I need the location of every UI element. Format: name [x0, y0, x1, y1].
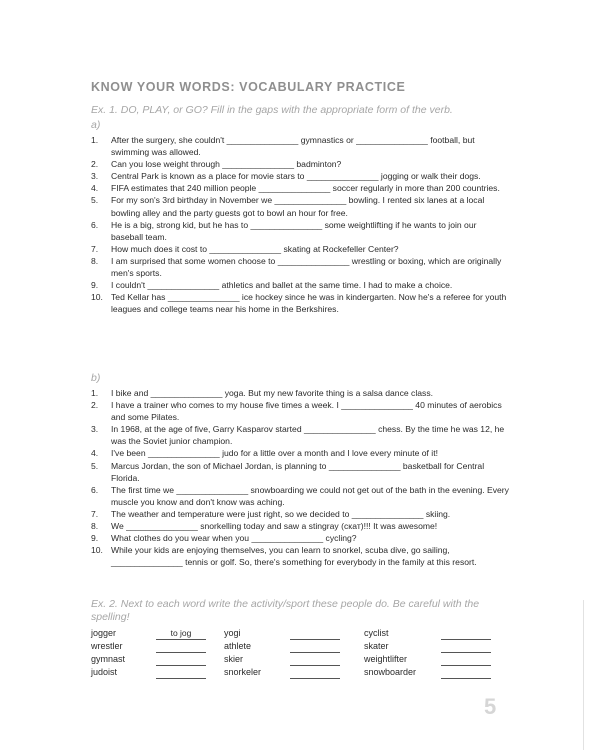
person-word: snorkeler: [224, 667, 262, 677]
person-word: skater: [364, 641, 389, 651]
exercise-item: [91, 219, 509, 243]
exercise-item: [91, 158, 509, 170]
item-number: 3.: [91, 171, 99, 182]
item-number: 8.: [91, 255, 99, 266]
item-number: 9.: [91, 533, 99, 544]
item-text: Marcus Jordan, the son of Michael Jordan, is planning to _______________ basketball for Central Florida.: [111, 460, 485, 483]
word-grid: [91, 628, 511, 680]
page-number: 5: [484, 694, 497, 719]
exercise-item: [91, 194, 509, 218]
answer-blank[interactable]: [156, 654, 206, 666]
exercise-item: [91, 423, 509, 447]
exercise-1b-list: [91, 387, 509, 568]
item-text: I am surprised that some women choose to _______________ wrestling or boxing, which are originally men's sports.: [111, 255, 502, 279]
answer-blank[interactable]: [441, 641, 491, 653]
item-number: 7.: [91, 508, 99, 519]
item-text: I have a trainer who comes to my house five times a week. I _______________ 40 minutes of aerobics and some Pilates.: [111, 400, 502, 423]
exercise-item: [91, 170, 509, 182]
item-number: 10.: [91, 545, 103, 556]
item-number: 3.: [91, 424, 99, 435]
item-text: He is a big, strong kid, but he has to _______________ some weightlifting if he wants to join our baseball team.: [111, 219, 477, 242]
exercise-item: [91, 243, 509, 255]
item-number: 6.: [91, 219, 99, 230]
item-text: We _______________ snorkelling today and saw a stingray (скат)!!! It was awesome!: [111, 521, 438, 532]
person-word: athlete: [224, 641, 252, 651]
answer-blank[interactable]: [290, 667, 340, 679]
exercise-item: [91, 182, 509, 194]
item-number: 10.: [91, 292, 103, 303]
person-word: skier: [224, 654, 244, 664]
exercise-item: [91, 520, 509, 532]
part-b-label: b): [91, 372, 101, 384]
item-text: I couldn't _______________ athletics and ballet at the same time. I had to make a choice.: [111, 280, 453, 291]
person-word: judoist: [91, 667, 118, 677]
part-a-label: a): [91, 119, 101, 131]
answer-blank[interactable]: [441, 654, 491, 666]
person-word: weightlifter: [364, 654, 408, 664]
item-number: 2.: [91, 400, 99, 411]
answer-blank[interactable]: [156, 628, 206, 640]
word-row: [91, 641, 511, 654]
answer-blank[interactable]: [156, 641, 206, 653]
answer-blank[interactable]: [290, 641, 340, 653]
item-number: 8.: [91, 521, 99, 532]
answer-blank[interactable]: [441, 667, 491, 679]
exercise-item: [91, 255, 509, 279]
item-number: 1.: [91, 135, 99, 145]
exercise-item: [91, 399, 509, 423]
exercise-item: [91, 532, 509, 544]
person-word: snowboarder: [364, 667, 417, 677]
item-text: For my son's 3rd birthday in November we _______________ bowling. I rented six lanes at a local bowling alley and the party guests got to bowl an hour for free.: [111, 195, 485, 218]
exercise-1-heading: Ex. 1. DO, PLAY, or GO? Fill in the gaps with the appropriate form of the verb.: [91, 104, 453, 116]
answer-blank[interactable]: [441, 628, 491, 640]
person-word: cyclist: [364, 628, 389, 638]
item-text: In 1968, at the age of five, Garry Kasparov started _______________ chess. By the time he was 12, he was the Soviet junior champion.: [111, 424, 505, 447]
item-number: 2.: [91, 159, 99, 170]
item-text: After the surgery, she couldn't _______________ gymnastics or _______________ football, but swimming was allowed.: [111, 135, 475, 158]
exercise-item: [91, 279, 509, 291]
exercise-item: [91, 387, 509, 399]
item-number: 5.: [91, 195, 99, 206]
exercise-item: [91, 484, 509, 508]
item-text: The first time we _______________ snowboarding we could not get out of the bath in the evening. Every muscle you know and don't know was aching.: [111, 484, 509, 507]
person-word: gymnast: [91, 654, 126, 664]
item-number: 9.: [91, 280, 99, 291]
exercise-2-heading: Ex. 2. Next to each word write the activity/sport these people do. Be careful with the spelling!: [91, 598, 480, 623]
person-word: yogi: [224, 628, 241, 638]
word-row: [91, 667, 511, 680]
person-word: jogger: [91, 628, 117, 638]
answer-blank[interactable]: [290, 654, 340, 666]
answer-blank[interactable]: [156, 667, 206, 679]
item-text: Central Park is known as a place for movie stars to _______________ jogging or walk their dogs.: [111, 171, 481, 182]
item-text: While your kids are enjoying themselves, you can learn to snorkel, scuba dive, go sailing, _______________ tennis or golf. So, there's something for everybody in the family at this resort.: [111, 545, 477, 568]
margin-divider: [583, 600, 584, 750]
item-text: How much does it cost to _______________ skating at Rockefeller Center?: [111, 243, 399, 254]
item-text: What clothes do you wear when you _______________ cycling?: [111, 533, 357, 544]
exercise-item: [91, 460, 509, 484]
item-number: 4.: [91, 183, 99, 194]
answer-text: to jog: [170, 628, 192, 638]
item-number: 6.: [91, 484, 99, 495]
word-row: [91, 654, 511, 667]
exercise-1a-list: [91, 134, 509, 315]
exercise-item: [91, 134, 509, 158]
person-word: wrestler: [91, 641, 123, 651]
item-number: 7.: [91, 243, 99, 254]
item-text: Can you lose weight through _______________ badminton?: [111, 159, 342, 170]
item-text: I've been _______________ judo for a little over a month and I love every minute of it!: [111, 448, 438, 459]
item-text: Ted Kellar has _______________ ice hockey since he was in kindergarten. Now he's a referee for youth leagues and college teams near his home in the Berkshires.: [111, 292, 507, 315]
item-text: The weather and temperature were just right, so we decided to _______________ skiing.: [111, 508, 451, 519]
exercise-item: [91, 508, 509, 520]
answer-blank[interactable]: [290, 628, 340, 640]
page-title: KNOW YOUR WORDS: VOCABULARY PRACTICE: [91, 80, 406, 94]
item-number: 1.: [91, 388, 99, 398]
item-text: FIFA estimates that 240 million people _______________ soccer regularly in more than 200 countries.: [111, 183, 500, 194]
item-number: 5.: [91, 460, 99, 471]
word-row: [91, 628, 511, 641]
exercise-item: [91, 291, 509, 315]
exercise-item: [91, 447, 509, 459]
item-number: 4.: [91, 448, 99, 459]
item-text: I bike and _______________ yoga. But my new favorite thing is a salsa dance class.: [111, 388, 433, 398]
exercise-item: [91, 544, 509, 568]
